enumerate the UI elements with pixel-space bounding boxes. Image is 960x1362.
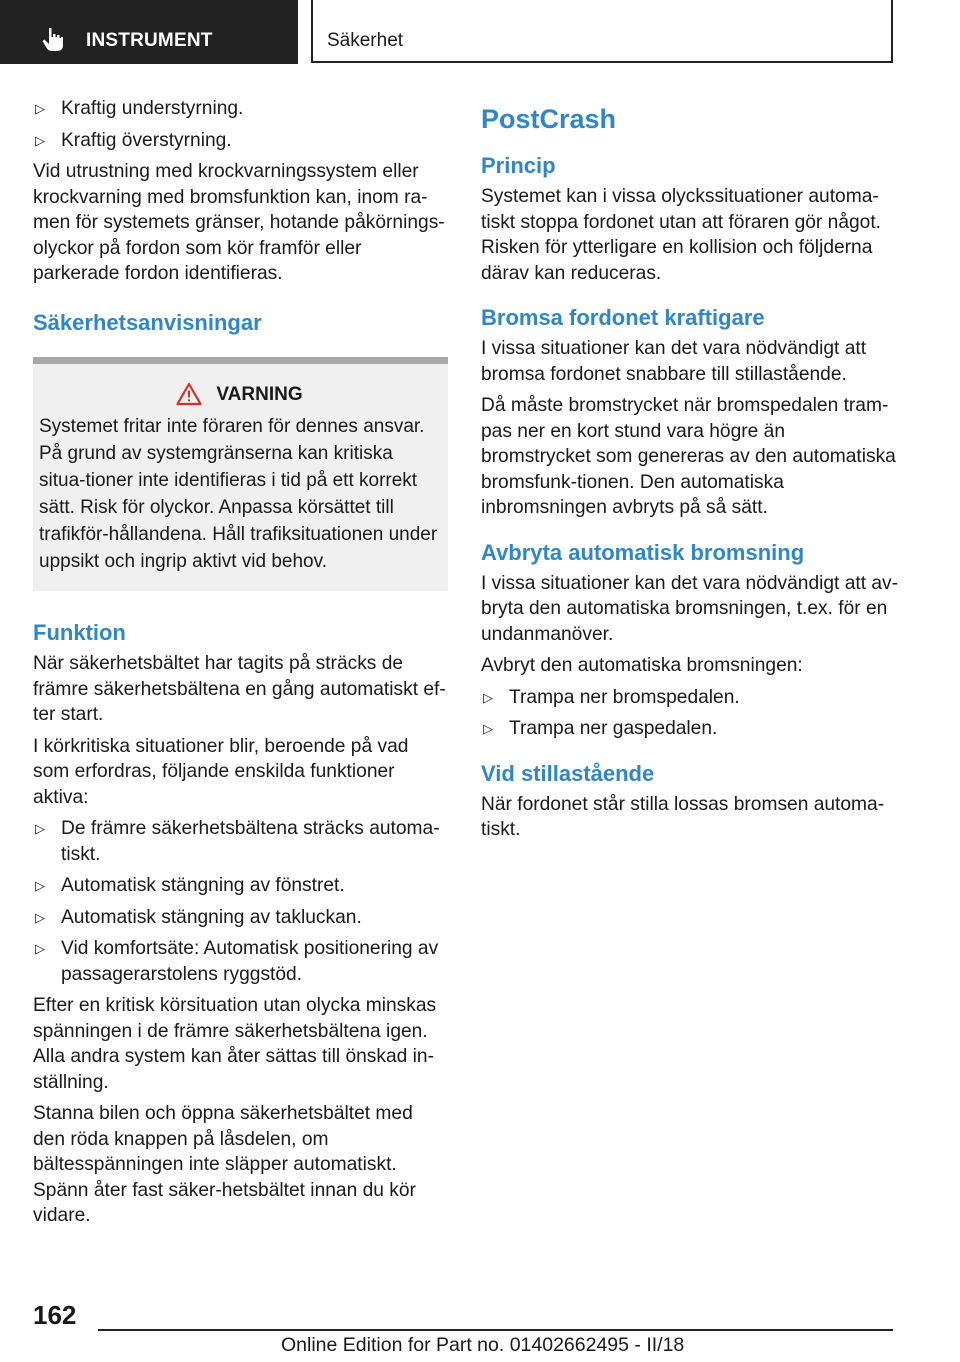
after-paragraph: Efter en kritisk körsituation utan olycka minskas spänningen i de främre säkerhetsbältena igen. Alla andra system kan åter sättas till önskad in-ställning. — [33, 995, 437, 1093]
principle-heading: Princip — [481, 153, 556, 178]
principle-paragraph: Systemet kan i vissa olyckssituationer automa-tiskt stoppa fordonet utan att föraren gör något. Risken för ytterligare en kollision och följderna därav kan reduceras. — [481, 186, 881, 284]
standstill-heading: Vid stillastående — [481, 760, 655, 786]
function-heading: Funktion — [33, 620, 126, 645]
footer-divider — [98, 1329, 893, 1331]
triangle-bullet-icon: ▷ — [35, 132, 45, 148]
function-paragraph: När säkerhetsbältet har tagits på sträcks de främre säkerhetsbältena en gång automatiskt ef-ter start. — [33, 653, 446, 725]
after-paragraph: Stanna bilen och öppna säkerhetsbältet med den röda knappen på låsdelen, om bältesspänningen inte släpper automatiskt. Spänn åter fast säker-hetsbältet innan du kör vidare. — [33, 1103, 416, 1226]
postcrash-title: PostCrash — [481, 104, 617, 134]
page-number: 162 — [33, 1300, 77, 1330]
warning-box — [33, 357, 448, 592]
standstill-paragraph: När fordonet står stilla lossas bromsen automa-tiskt. — [481, 793, 885, 840]
warning-triangle-icon — [176, 382, 202, 406]
list-item: ▷ Kraftig överstyrning. — [33, 128, 448, 154]
function-paragraph: I körkritiska situationer blir, beroende på vad som erfordras, följande enskilda funktioner aktiva: — [33, 735, 409, 808]
abort-paragraph: Avbryt den automatiska bromsningen: — [481, 655, 803, 676]
warning-text: Systemet fritar inte föraren för dennes ansvar. På grund av systemgränserna kan kritiska situa-tioner inte identifieras i tid på ett korrekt sätt. Risk för olyckor. Anpassa körsättet till trafikför-hållandena. Håll trafiksituationen under uppsikt och ingrip aktivt vid behov. — [39, 416, 438, 572]
list-item: ▷ Trampa ner bromspedalen. — [481, 685, 899, 711]
hand-pointer-icon — [40, 26, 66, 52]
abort-heading: Avbryta automatisk bromsning — [481, 539, 805, 565]
warning-header — [39, 382, 440, 408]
triangle-bullet-icon: ▷ — [35, 878, 45, 893]
left-column — [33, 96, 448, 1235]
topic-header — [311, 0, 893, 63]
list-item: ▷ Kraftig understyrning. — [33, 96, 448, 122]
brake-heading: Bromsa fordonet kraftigare — [481, 305, 765, 330]
list-item: ▷ Automatisk stängning av fönstret. — [33, 873, 448, 899]
edition-footer: Online Edition for Part no. 01402662495 - II/18 — [281, 1334, 685, 1356]
triangle-bullet-icon: ▷ — [483, 721, 493, 736]
triangle-bullet-icon: ▷ — [483, 689, 493, 705]
list-item: ▷ Trampa ner gaspedalen. — [481, 716, 899, 742]
section-tab[interactable] — [0, 0, 298, 64]
right-column — [481, 96, 899, 849]
triangle-bullet-icon: ▷ — [35, 821, 45, 836]
safety-heading: Säkerhetsanvisningar — [33, 309, 262, 335]
list-item: ▷ De främre säkerhetsbältena sträcks automa-tiskt. — [35, 818, 440, 865]
abort-paragraph: I vissa situationer kan det vara nödvändigt att av-bryta den automatiska bromsningen, t.ex. för en undanmanöver. — [481, 572, 899, 645]
triangle-bullet-icon: ▷ — [35, 909, 45, 925]
topic-label: Säkerhet — [327, 30, 404, 51]
triangle-bullet-icon: ▷ — [35, 941, 45, 956]
warning-title: VARNING — [216, 383, 303, 405]
brake-paragraph: Då måste bromstrycket när bromspedalen tram-pas ner en kort stund vara högre än bromstrycket som genereras av den automatiska bromsfunk-tionen. Den automatiska inbromsningen avbryts på så sätt. — [481, 395, 896, 518]
list-item: ▷ Automatisk stängning av takluckan. — [33, 905, 448, 931]
brake-paragraph: I vissa situationer kan det vara nödvändigt att bromsa fordonet snabbare till stillastående. — [481, 338, 867, 385]
intro-paragraph: Vid utrustning med krockvarningssystem eller krockvarning med bromsfunktion kan, inom ra-men för systemets gränser, hotande påkörnings-olyckor på fordon som kör framför eller parkerade fordon identifieras. — [33, 161, 445, 284]
section-label: INSTRUMENT — [86, 30, 213, 51]
list-item: ▷ Vid komfortsäte: Automatisk positionering av passagerarstolens ryggstöd. — [35, 938, 439, 985]
triangle-bullet-icon: ▷ — [35, 101, 45, 116]
